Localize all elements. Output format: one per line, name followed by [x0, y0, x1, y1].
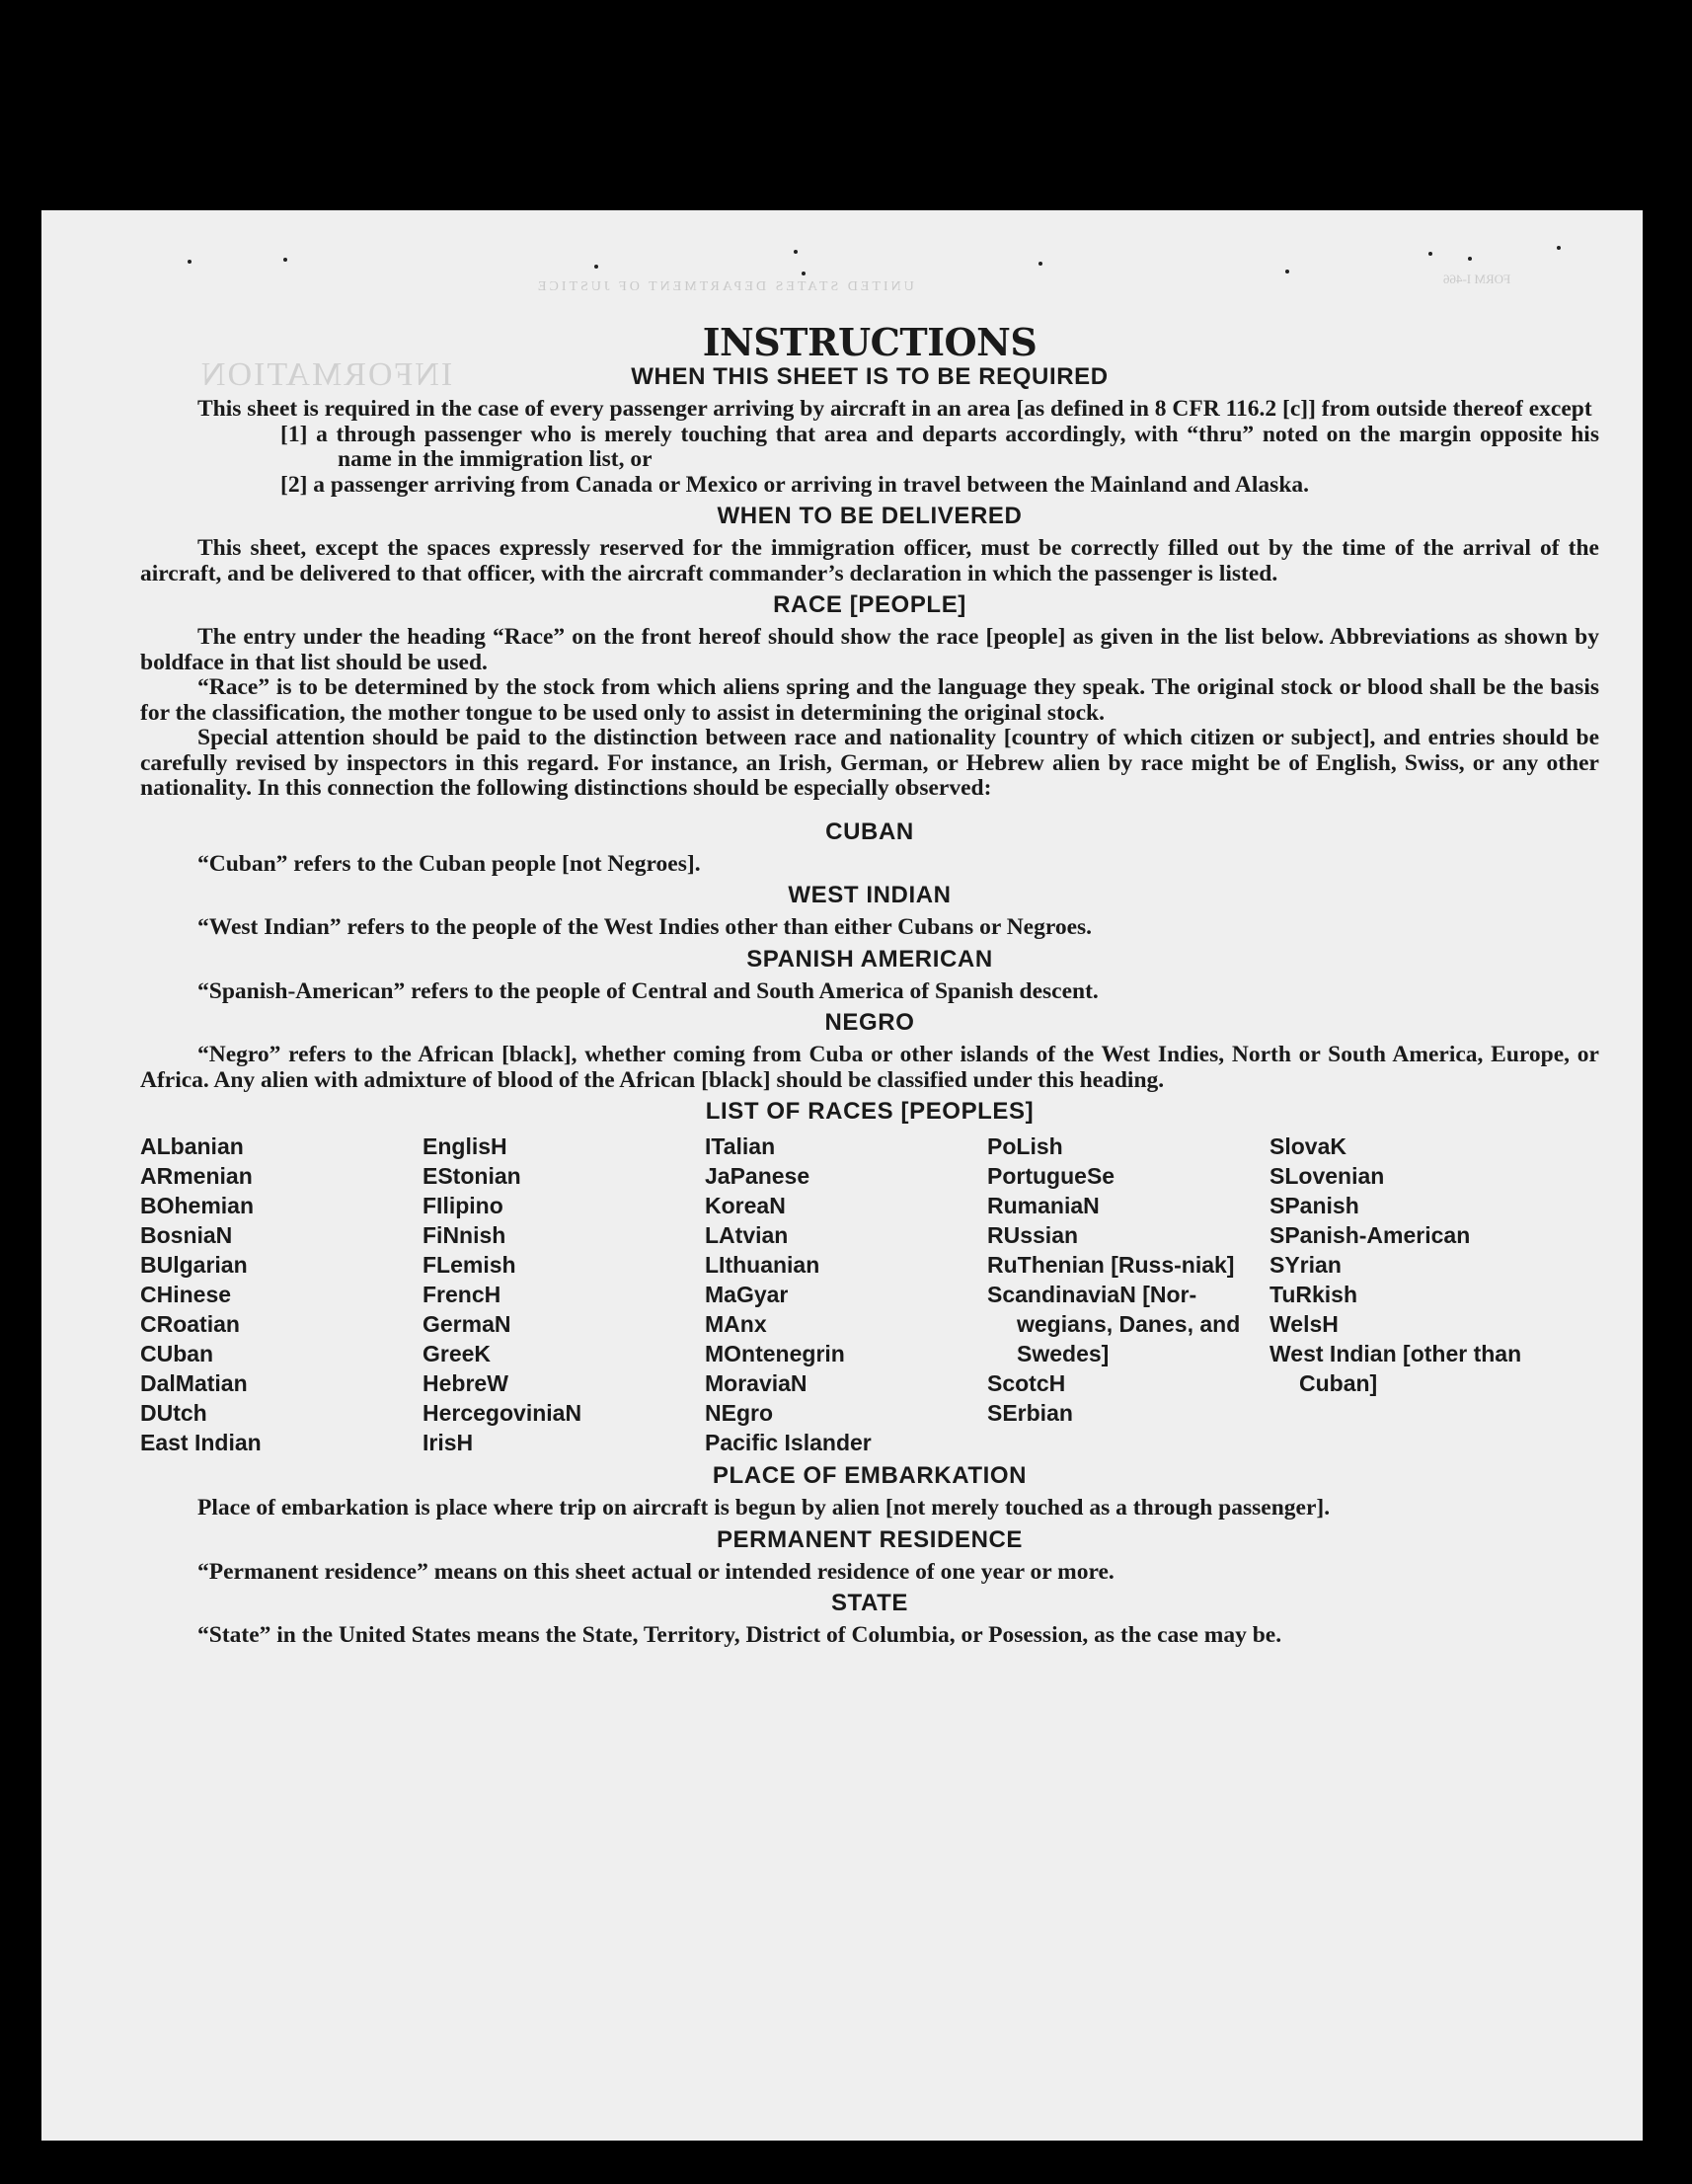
scan-speck: [802, 272, 806, 275]
race-list-item: RUssian: [987, 1222, 1079, 1248]
bleed-through-dept: UNITED STATES DEPARTMENT OF JUSTICE: [535, 279, 914, 294]
scan-speck: [1285, 270, 1289, 273]
race-list-item: MoraviaN: [705, 1370, 808, 1396]
race-list-item: EnglisH: [423, 1133, 507, 1159]
race-list-item: WelsH: [1269, 1311, 1339, 1337]
race-list-item: IrisH: [423, 1430, 474, 1455]
bleed-through-heading: INFORMATION: [199, 356, 453, 393]
race-list-item: HebreW: [423, 1370, 508, 1396]
heading-race: RACE [PEOPLE]: [773, 591, 966, 618]
race-list-item: ALbanian: [140, 1133, 244, 1159]
race-list-item: East Indian: [140, 1430, 262, 1455]
instructions-content: [140, 321, 1599, 1649]
cuban-body: “Cuban” refers to the Cuban people [not Negroes].: [197, 850, 701, 877]
race-list-item: SErbian: [987, 1400, 1073, 1426]
state-body: “State” in the United States means the State, Territory, District of Columbia, or Posession, as the case may be.: [197, 1622, 1282, 1648]
heading-when-delivered: WHEN TO BE DELIVERED: [717, 503, 1023, 529]
heading-state: STATE: [830, 1590, 909, 1616]
race-list-item: FrencH: [423, 1282, 501, 1307]
race-paragraph-1: The entry under the heading “Race” on the front hereof should show the race [people] as given in the list below. Abbreviations as shown by boldface in that list should be used.: [140, 624, 1599, 675]
scan-speck: [1557, 246, 1561, 250]
race-list-item: SLovenian: [1269, 1163, 1385, 1189]
scan-speck: [188, 260, 192, 264]
race-list-item: CHinese: [140, 1282, 232, 1307]
race-list-item: BUlgarian: [140, 1252, 248, 1278]
negro-body: “Negro” refers to the African [black], whether coming from Cuba or other islands of the West Indies, North or South America, Europe, or Africa. Any alien with admixture of blood of the African [black] should be classified under this heading.: [140, 1042, 1599, 1093]
race-list-item: TuRkish: [1269, 1282, 1358, 1307]
spanish-american-body: “Spanish-American” refers to the people of Central and South America of Spanish descent.: [197, 977, 1099, 1004]
scan-speck: [594, 265, 598, 269]
race-list-column-3: [705, 1131, 987, 1457]
heading-when-required: WHEN THIS SHEET IS TO BE REQUIRED: [631, 363, 1109, 390]
race-list-item: LAtvian: [705, 1222, 789, 1248]
race-list-item: SYrian: [1269, 1252, 1342, 1278]
race-list-item: FIlipino: [423, 1193, 503, 1218]
heading-west-indian: WEST INDIAN: [788, 882, 952, 908]
heading-cuban: CUBAN: [825, 818, 914, 845]
scan-speck: [283, 258, 287, 262]
bleed-through-form-number: FORM I-466: [1443, 272, 1511, 286]
race-list-item: SPanish-American: [1269, 1222, 1471, 1248]
heading-negro: NEGRO: [824, 1009, 915, 1036]
race-list-item: LIthuanian: [705, 1252, 820, 1278]
race-list-item: SPanish: [1269, 1193, 1359, 1218]
race-list-item: DalMatian: [140, 1370, 248, 1396]
scan-speck: [1468, 257, 1472, 261]
race-paragraph-3: Special attention should be paid to the distinction between race and nationality [country of which citizen or subject], and entries should be carefully revised by inspectors in this regard. For instance, an Irish, German, or Hebrew alien by race might be of English, Swiss, or any other nationality. In this connection the following distinctions should be especially observed:: [140, 725, 1599, 801]
race-list-item: KoreaN: [705, 1193, 786, 1218]
document-page: [41, 210, 1643, 2141]
race-list-item: NEgro: [705, 1400, 773, 1426]
delivered-body: This sheet, except the spaces expressly reserved for the immigration officer, must be correctly filled out by the time of the arrival of the aircraft, and be delivered to that officer, with the aircraft commander’s declaration in which the passenger is listed.: [140, 535, 1599, 586]
race-list-item: EStonian: [423, 1163, 521, 1189]
race-list-item: MAnx: [705, 1311, 767, 1337]
race-list-item: RumaniaN: [987, 1193, 1100, 1218]
race-list-item: FLemish: [423, 1252, 516, 1278]
heading-list-of-races: LIST OF RACES [PEOPLES]: [705, 1098, 1035, 1125]
race-list-item: MaGyar: [705, 1282, 789, 1307]
race-list-item: ScandinaviaN [Nor-wegians, Danes, and Swedes]: [987, 1282, 1241, 1366]
race-list-column-4: [987, 1131, 1269, 1457]
heading-permanent-residence: PERMANENT RESIDENCE: [716, 1525, 1024, 1553]
race-list-item: ScotcH: [987, 1370, 1066, 1396]
page-title: INSTRUCTIONS: [702, 320, 1038, 364]
race-list-item: BosniaN: [140, 1222, 233, 1248]
residence-body: “Permanent residence” means on this sheet actual or intended residence of one year or more.: [197, 1558, 1115, 1585]
race-list-item: SlovaK: [1269, 1133, 1346, 1159]
race-list-item: ARmenian: [140, 1163, 253, 1189]
race-list-item: BOhemian: [140, 1193, 255, 1218]
race-list-item: MOntenegrin: [705, 1341, 845, 1366]
scan-speck: [794, 250, 798, 254]
race-list-item: Pacific Islander: [705, 1430, 872, 1455]
race-list-item: CUban: [140, 1341, 214, 1366]
race-list-item: GermaN: [423, 1311, 511, 1337]
required-exception-1: [1] a through passenger who is merely touching that area and departs accordingly, with “thru” noted on the margin opposite his name in the immigration list, or: [280, 421, 1599, 472]
race-list-column-2: [423, 1131, 705, 1457]
race-list-item: DUtch: [140, 1400, 207, 1426]
embarkation-body: Place of embarkation is place where trip on aircraft is begun by alien [not merely touched as a through passenger].: [197, 1495, 1331, 1521]
required-body: This sheet is required in the case of every passenger arriving by aircraft in an area [as defined in 8 CFR 116.2 [c]] from outside thereof except: [197, 396, 1592, 422]
required-exception-2: [2] a passenger arriving from Canada or Mexico or arriving in travel between the Mainland and Alaska.: [280, 471, 1310, 498]
race-list-item: RuThenian [Russ-niak]: [987, 1252, 1235, 1278]
race-list-item: CRoatian: [140, 1311, 240, 1337]
scan-speck: [1038, 262, 1042, 266]
race-paragraph-2: “Race” is to be determined by the stock from which aliens spring and the language they speak. The original stock or blood shall be the basis for the classification, the mother tongue to be used only to assist in determining the original stock.: [140, 674, 1599, 726]
race-list-item: West Indian [other than Cuban]: [1269, 1341, 1522, 1396]
race-list-item: ITalian: [705, 1133, 776, 1159]
race-list-column-1: [140, 1131, 423, 1457]
west-indian-body: “West Indian” refers to the people of the West Indies other than either Cubans or Negroes.: [197, 914, 1093, 940]
race-list-item: GreeK: [423, 1341, 492, 1366]
race-list-item: HercegoviniaN: [423, 1400, 582, 1426]
race-list-item: PoLish: [987, 1133, 1063, 1159]
heading-place-of-embarkation: PLACE OF EMBARKATION: [712, 1462, 1028, 1489]
race-list: [140, 1131, 1599, 1457]
race-list-column-5: [1269, 1131, 1552, 1457]
race-list-item: FiNnish: [423, 1222, 506, 1248]
heading-spanish-american: SPANISH AMERICAN: [746, 945, 993, 973]
race-list-item: PortugueSe: [987, 1163, 1115, 1189]
race-list-item: JaPanese: [705, 1163, 810, 1189]
scan-speck: [1428, 252, 1432, 256]
